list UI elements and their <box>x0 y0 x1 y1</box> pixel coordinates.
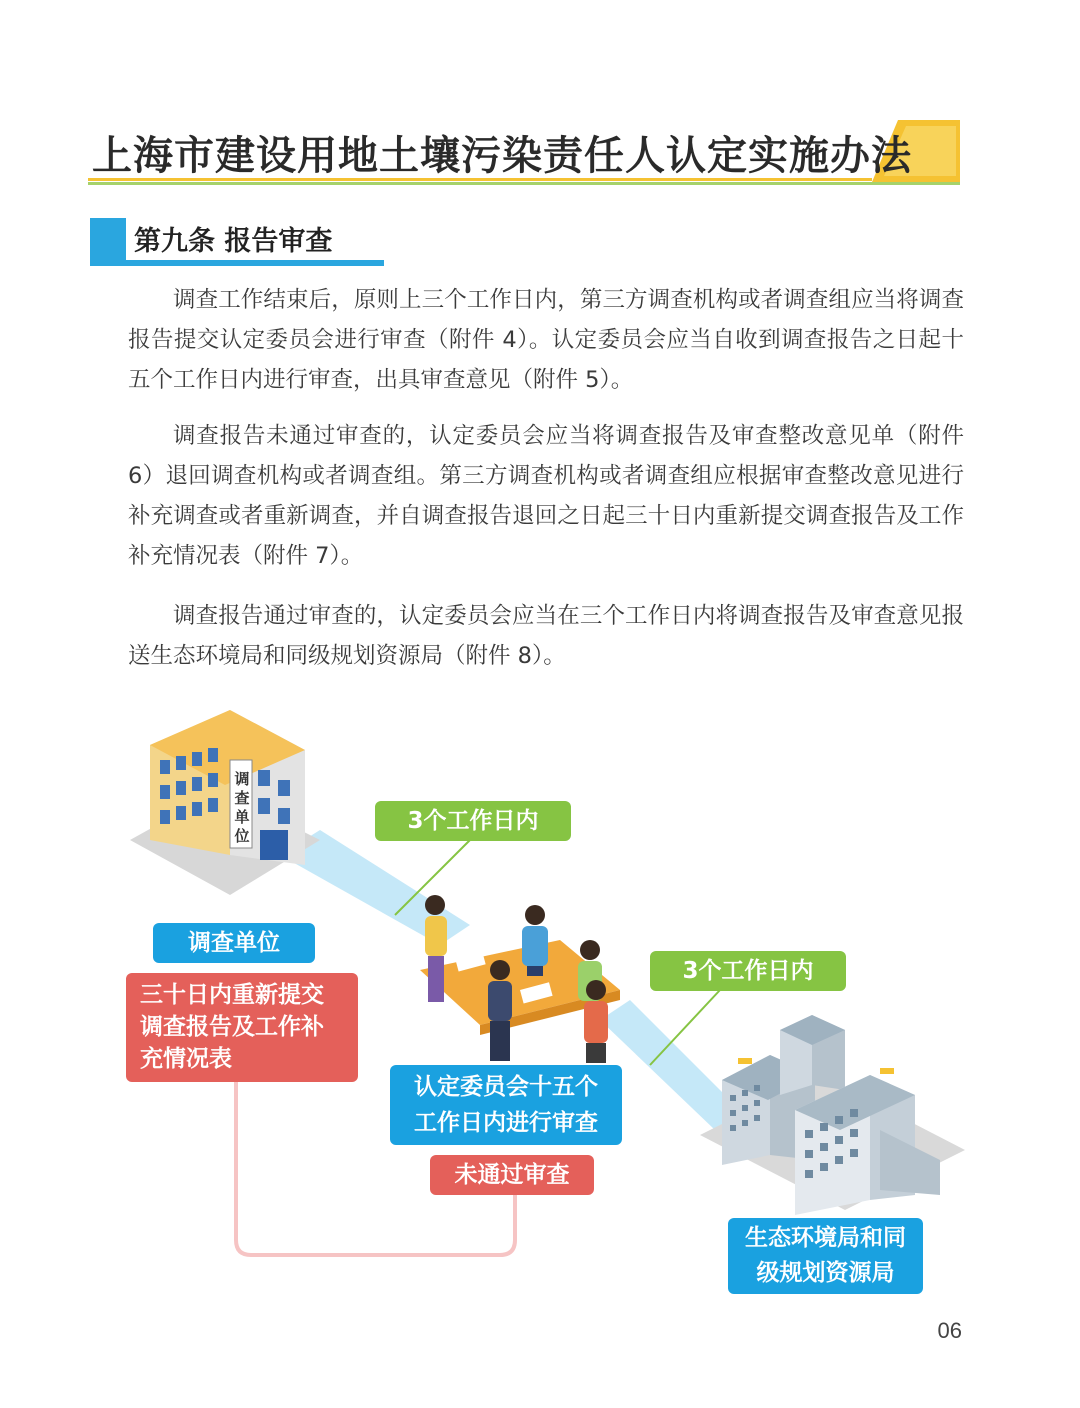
paragraph-1: 调查工作结束后，原则上三个工作日内，第三方调查机构或者调查组应当将调查报告提交认定委员会进行审查（附件 4）。认定委员会应当自收到调查报告之日起十五个工作日内进行审查，出具审查意见（附件 5）。 <box>128 287 964 393</box>
page-number: 06 <box>937 1318 962 1343</box>
committee-review-label: 认定委员会十五个工作日内进行审查 <box>390 1065 622 1145</box>
destination-label: 生态环境局和同级规划资源局 <box>728 1218 923 1294</box>
building-sign-char: 调 <box>234 770 250 788</box>
investigation-building <box>130 710 320 895</box>
building-sign <box>232 770 252 846</box>
failed-review-label: 未通过审查 <box>430 1155 594 1195</box>
leader-line-2 <box>650 990 720 1065</box>
page-title: 上海市建设用地土壤污染责任人认定实施办法 <box>92 133 912 179</box>
resubmit-note: 三十日内重新提交调查报告及工作补充情况表 <box>126 973 358 1082</box>
step1-time-badge: 3个工作日内 <box>375 801 571 841</box>
section-heading: 第九条 报告审查 <box>134 226 333 257</box>
government-buildings <box>700 1015 965 1215</box>
building-sign-char: 位 <box>234 827 250 845</box>
building-sign-char: 单 <box>234 808 250 826</box>
building-sign-char: 查 <box>234 789 250 807</box>
title-band <box>88 118 963 186</box>
paragraph-3: 调查报告通过审查的，认定委员会应当在三个工作日内将调查报告及审查意见报送生态环境局和同级规划资源局（附件 8）。 <box>128 603 964 669</box>
investigation-unit-label: 调查单位 <box>153 923 315 963</box>
section-underline <box>90 260 384 266</box>
paragraph-2: 调查报告未通过审查的，认定委员会应当将调查报告及审查整改意见单（附件 6）退回调查机构或者调查组。第三方调查机构或者调查组应根据审查整改意见进行补充调查或者重新调查，并自调查报告退回之日起三十日内重新提交调查报告及工作补充情况表（附件 7）。 <box>128 423 964 569</box>
step2-time-badge: 3个工作日内 <box>650 951 846 991</box>
process-diagram <box>0 690 1080 1310</box>
section-marker <box>90 218 126 266</box>
